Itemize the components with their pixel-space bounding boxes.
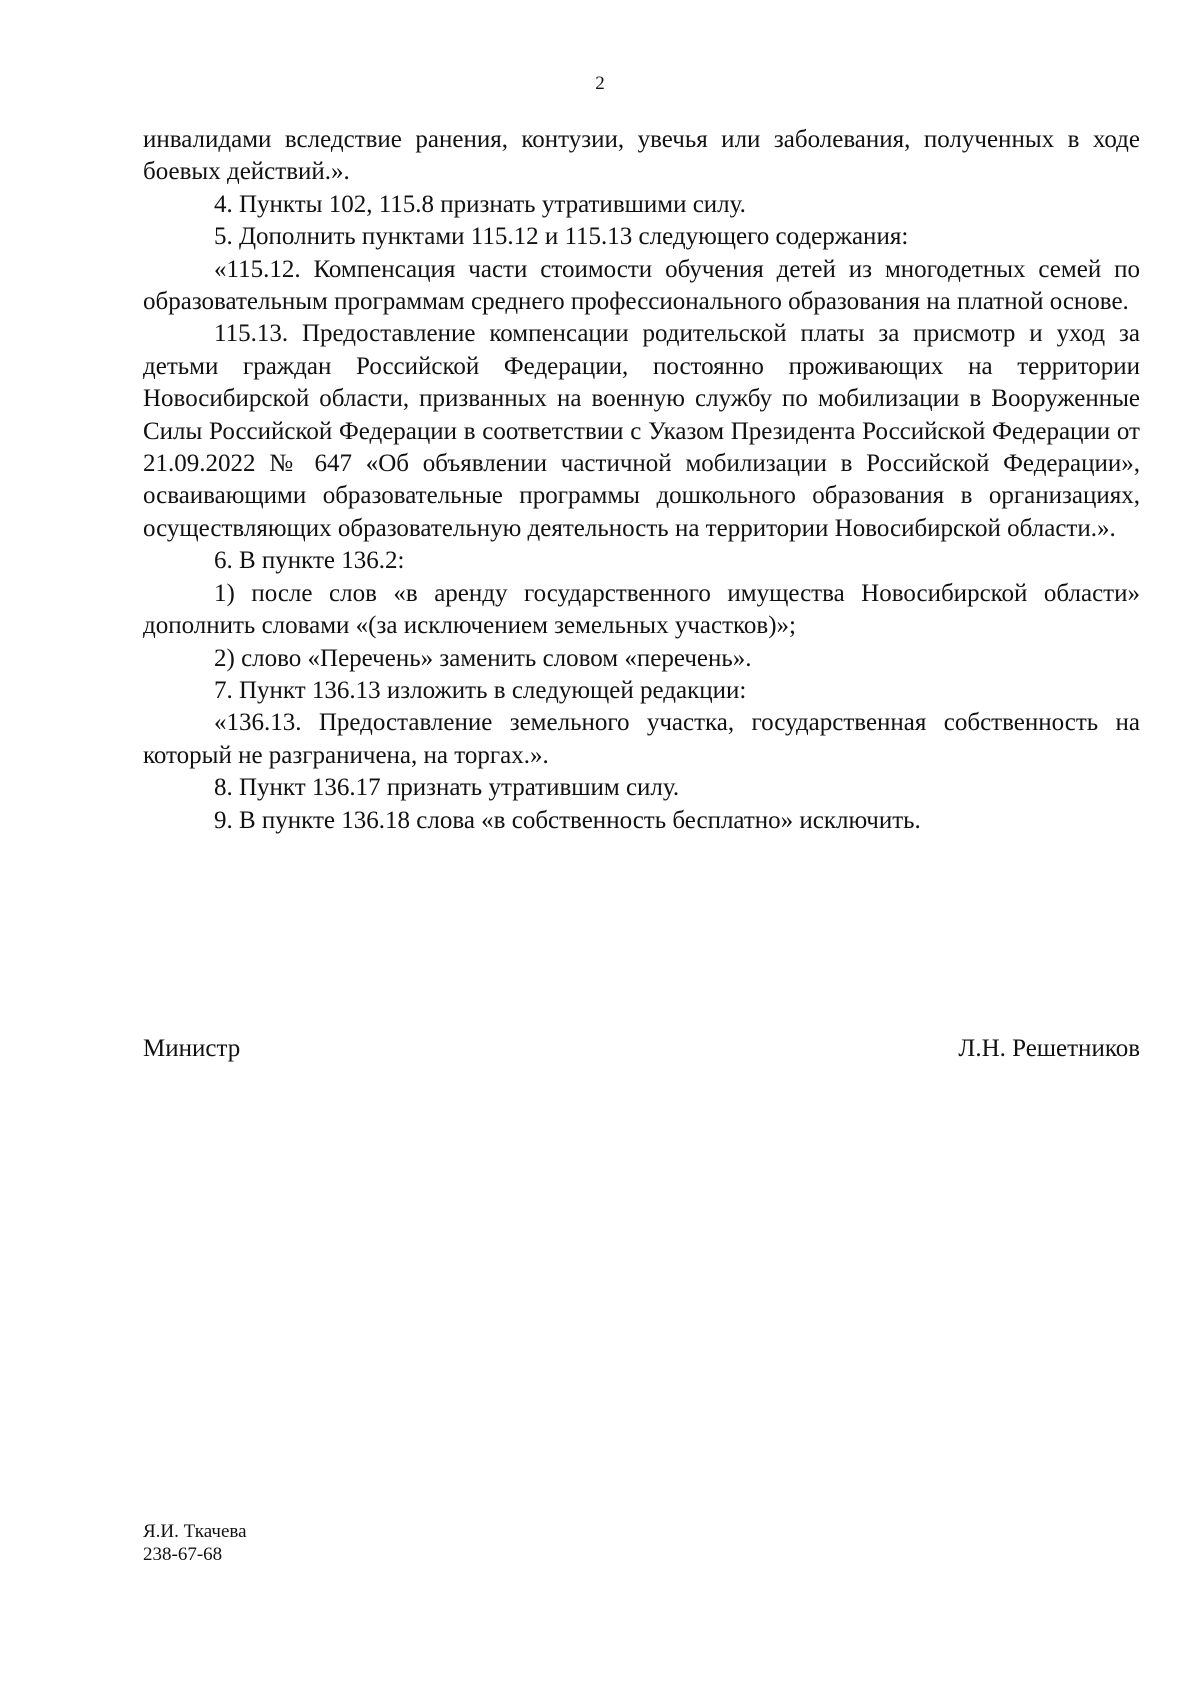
paragraph-item-8: 8. Пункт 136.17 признать утратившим силу. xyxy=(214,774,680,802)
paragraph-item-136-13: «136.13. Предоставление земельного участка, государственная собственность на который не разграничена, на торгах.». xyxy=(143,709,1140,769)
paragraph-item-115-12: «115.12. Компенсация части стоимости обучения детей из многодетных семей по образовательным программам среднего профессионального образования на платной основе. xyxy=(143,255,1140,316)
executor-block xyxy=(143,1520,247,1566)
paragraph-continuation: инвалидами вследствие ранения, контузии, увечья или заболевания, полученных в ходе боевых действий.». xyxy=(143,126,1140,186)
document-body xyxy=(143,124,1140,837)
paragraph-item-6: 6. В пункте 136.2: xyxy=(214,547,405,575)
paragraph-item-7: 7. Пункт 136.13 изложить в следующей редакции: xyxy=(214,676,747,704)
executor-phone: 238-67-68 xyxy=(143,1544,223,1565)
paragraph-item-6-1: 1) после слов «в аренду государственного имущества Новосибирской области» дополнить словами «(за исключением земельных участков)»; xyxy=(143,579,1140,640)
paragraph-item-4: 4. Пункты 102, 115.8 признать утратившими силу. xyxy=(214,190,746,218)
signatory-role: Министр xyxy=(143,1035,241,1062)
paragraph-item-9: 9. В пункте 136.18 слова «в собственность бесплатно» исключить. xyxy=(214,806,921,834)
page-number: 2 xyxy=(595,73,605,94)
signature-block xyxy=(143,1035,1140,1069)
paragraph-item-115-13: 115.13. Предоставление компенсации родительской платы за присмотр и уход за детьми граждан Российской Федерации, постоянно проживающих на территории Новосибирской области, призванных на военную службу по мобилизации в Вооруженные Силы Российской Федерации в соответствии с Указом Президента Российской Федерации от 21.09.2022 № 647 «Об объявлении частичной мобилизации в Российской Федерации», осваивающими образовательные программы дошкольного образования в организациях, осуществляющих образовательную деятельность на территории Новосибирской области.». xyxy=(143,320,1140,542)
paragraph-item-6-2: 2) слово «Перечень» заменить словом «перечень». xyxy=(214,644,752,672)
signatory-name: Л.Н. Решетников xyxy=(958,1035,1140,1062)
paragraph-item-5: 5. Дополнить пунктами 115.12 и 115.13 следующего содержания: xyxy=(214,223,909,251)
executor-name: Я.И. Ткачева xyxy=(143,1521,247,1542)
